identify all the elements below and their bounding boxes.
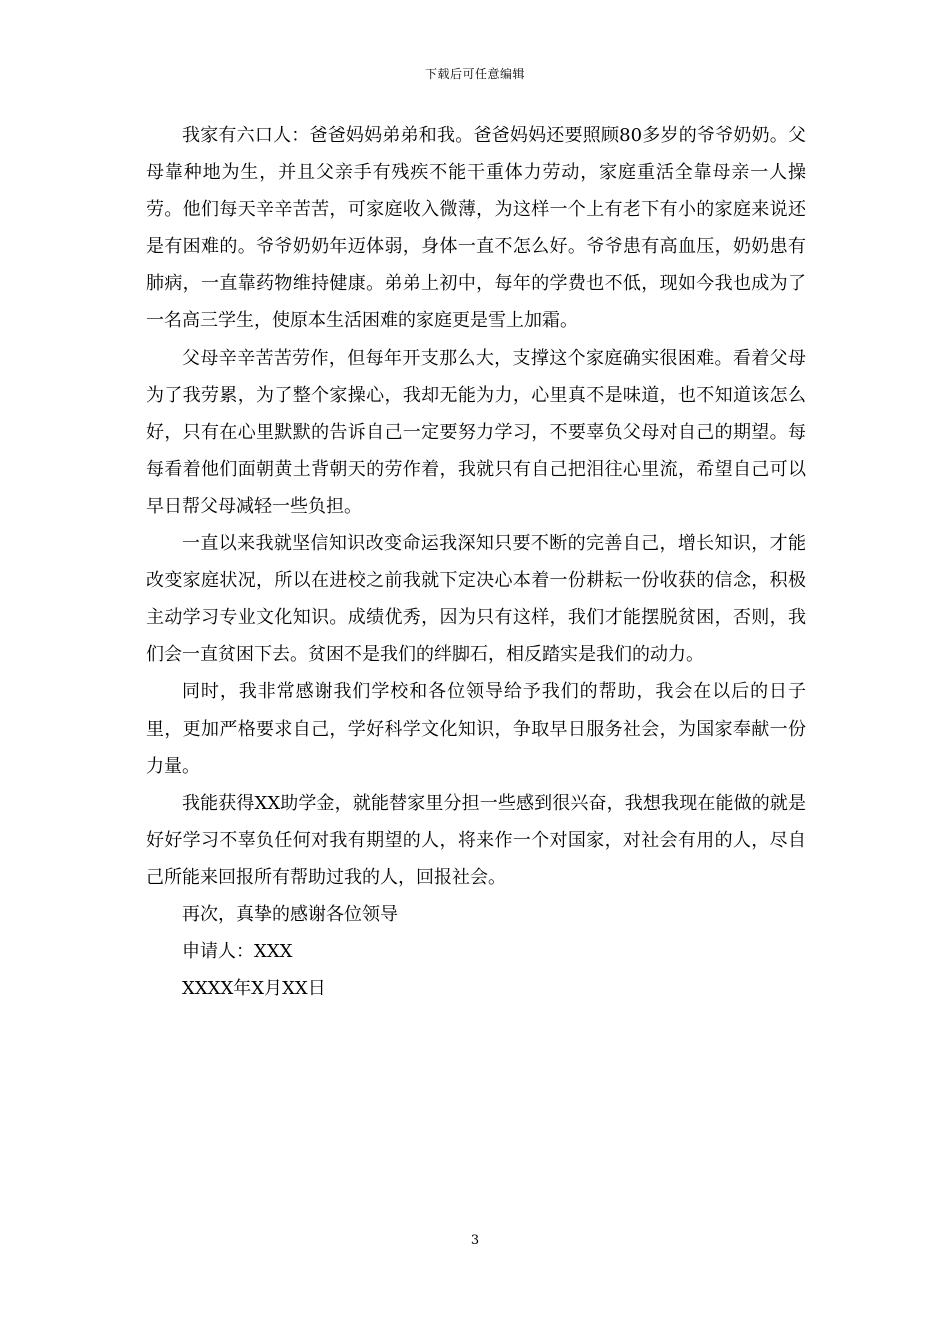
applicant-signature: 申请人：XXX [182,941,293,963]
paragraph-gratitude: 同时，我非常感谢我们学校和各位领导给予我们的帮助，我会在以后的日子里，更加严格要求自己，学好科学文化知识，争取早日服务社会，为国家奉献一份力量。 [146,681,806,777]
paragraph-parents-labor: 父母辛辛苦苦劳作，但每年开支那么大，支撑这个家庭确实很困难。看着父母为了我劳累，为了整个家操心，我却无能为力，心里真不是味道，也不知道该怎么好，只有在心里默默的告诉自己一定要努力学习，不要辜负父母对自己的期望。每每看着他们面朝黄土背朝天的劳作着，我就只有自己把泪往心里流，希望自己可以早日帮父母减轻一些负担。 [146,347,806,517]
paragraph-family-situation: 我家有六口人：爸爸妈妈弟弟和我。爸爸妈妈还要照顾80多岁的爷爷奶奶。父母靠种地为生，并且父亲手有残疾不能干重体力劳动，家庭重活全靠母亲一人操劳。他们每天辛辛苦苦，可家庭收入微薄，为这样一个上有老下有小的家庭来说还是有困难的。爷爷奶奶年迈体弱，身体一直不怎么好。爷爷患有高血压，奶奶患有肺病，一直靠药物维持健康。弟弟上初中，每年的学费也不低，现如今我也成为了一名高三学生，使原本生活困难的家庭更是雪上加霜。 [146,125,806,332]
paragraph-knowledge-changes-fate: 一直以来我就坚信知识改变命运我深知只要不断的完善自己，增长知识，才能改变家庭状况，所以在进校之前我就下定决心本着一份耕耘一份收获的信念，积极主动学习专业文化知识。成绩优秀，因为只有这样，我们才能摆脱贫困，否则，我们会一直贫困下去。贫困不是我们的绊脚石，相反踏实是我们的动力。 [146,533,806,666]
paragraph-scholarship: 我能获得XX助学金，就能替家里分担一些感到很兴奋，我想我现在能做的就是好好学习不辜负任何对我有期望的人，将来作一个对国家，对社会有用的人，尽自己所能来回报所有帮助过我的人，回报社会。 [146,792,806,888]
document-body [146,117,806,1007]
page-number: 3 [470,1233,480,1248]
closing-thanks: 再次，真挚的感谢各位领导 [182,903,398,925]
page-header: 下载后可任意编辑 [424,67,525,81]
date-line: XXXX年X月XX日 [182,978,326,1000]
